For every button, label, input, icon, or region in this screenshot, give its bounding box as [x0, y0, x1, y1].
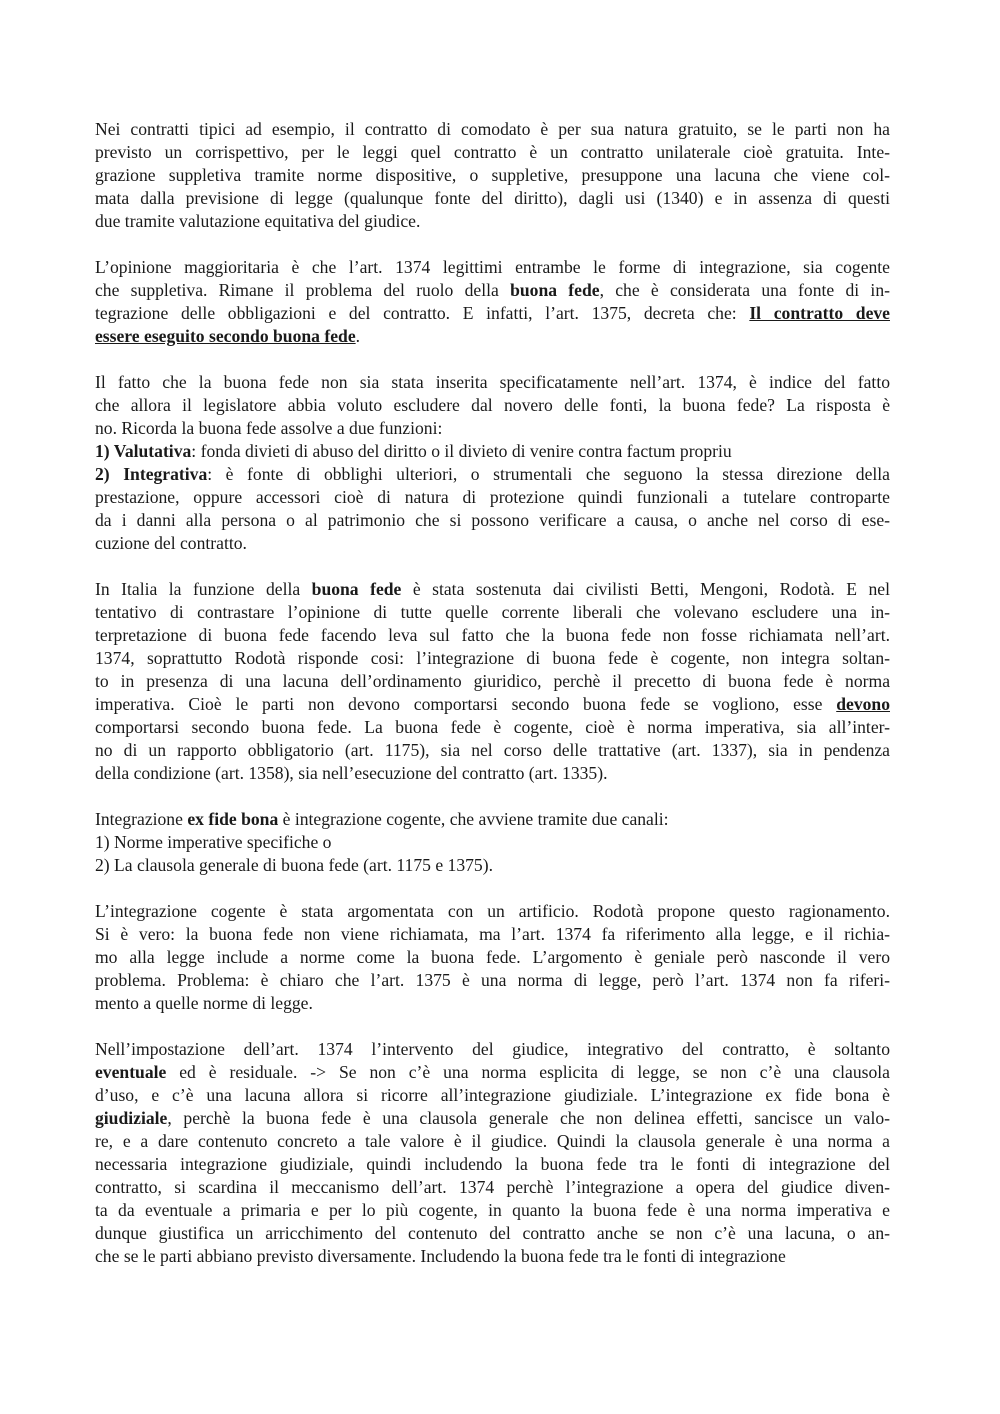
text-run: tentativo di contrastare l’opinione di tutte quelle corrente liberali che volevano escludere una in-	[95, 602, 890, 622]
text-line	[95, 325, 890, 348]
paragraph-p4	[95, 578, 890, 785]
bold-text: buona fede	[510, 280, 600, 300]
text-run: ta da eventuale a primaria e per lo più cogente, in quanto la buona fede è una norma imperativa e	[95, 1200, 890, 1220]
text-run: no. Ricorda la buona fede assolve a due funzioni:	[95, 418, 443, 438]
text-line	[95, 1038, 890, 1061]
paragraph-gap	[95, 233, 890, 256]
text-run: comportarsi secondo buona fede. La buona fede è cogente, cioè è norma imperativa, sia all’inter-	[95, 717, 890, 737]
text-line	[95, 808, 890, 831]
underlined-bold-text: devono	[836, 694, 890, 714]
text-run: : è fonte di obblighi ulteriori, o strumentali che seguono la stessa direzione della	[207, 464, 890, 484]
text-line	[95, 118, 890, 141]
text-run: 2) La clausola generale di buona fede (art. 1175 e 1375).	[95, 855, 493, 875]
text-line	[95, 601, 890, 624]
text-run: In Italia la funzione della	[95, 579, 312, 599]
text-run: che allora il legislatore abbia voluto escludere dal novero delle fonti, la buona fede? La risposta è	[95, 395, 890, 415]
text-run: Integrazione	[95, 809, 188, 829]
text-line	[95, 1084, 890, 1107]
underlined-bold-text: essere eseguito secondo buona fede	[95, 326, 356, 346]
underlined-bold-text: Il contratto deve	[749, 303, 890, 323]
text-run: è stata sostenuta dai civilisti Betti, Mengoni, Rodotà. E nel	[401, 579, 890, 599]
text-run: terpretazione di buona fede facendo leva sul fatto che la buona fede non fosse richiamata nell’art.	[95, 625, 890, 645]
paragraph-p1	[95, 118, 890, 233]
text-run: L’opinione maggioritaria è che l’art. 1374 legittimi entrambe le forme di integrazione, sia cogente	[95, 257, 890, 277]
paragraph-gap	[95, 348, 890, 371]
text-line	[95, 486, 890, 509]
text-line	[95, 831, 890, 854]
text-line	[95, 762, 890, 785]
text-line	[95, 647, 890, 670]
text-line	[95, 923, 890, 946]
text-run: grazione suppletiva tramite norme dispositive, o suppletive, presuppone una lacuna che viene col-	[95, 165, 890, 185]
text-run: to in presenza di una lacuna dell’ordinamento giuridico, perchè il precetto di buona fede è norma	[95, 671, 890, 691]
text-run: da i danni alla persona o al patrimonio che si possono verificare a causa, o anche nel corso di ese-	[95, 510, 890, 530]
text-line	[95, 1061, 890, 1084]
bold-text: buona fede	[311, 579, 402, 599]
text-line	[95, 578, 890, 601]
text-line	[95, 164, 890, 187]
bold-text: eventuale	[95, 1062, 167, 1082]
text-run: d’uso, e c’è una lacuna allora si ricorre all’integrazione giudiziale. L’integrazione ex fide bona è	[95, 1085, 890, 1105]
text-line	[95, 1153, 890, 1176]
text-line	[95, 463, 890, 486]
text-run: che se le parti abbiano previsto diversamente. Includendo la buona fede tra le fonti di integrazione	[95, 1246, 786, 1266]
text-line	[95, 1107, 890, 1130]
text-run: mento a quelle norme di legge.	[95, 993, 313, 1013]
text-run: imperativa. Cioè le parti non devono comportarsi secondo buona fede se vogliono, esse	[95, 694, 837, 714]
text-run: cuzione del contratto.	[95, 533, 247, 553]
text-line	[95, 440, 890, 463]
text-run: Nei contratti tipici ad esempio, il contratto di comodato è per sua natura gratuito, se le parti non ha	[95, 119, 890, 139]
text-line	[95, 302, 890, 325]
text-run: .	[355, 326, 361, 346]
text-run: contratto, si scardina il meccanismo dell’art. 1374 perchè l’integrazione a opera del giudice diven-	[95, 1177, 890, 1197]
paragraph-gap	[95, 555, 890, 578]
text-line	[95, 946, 890, 969]
text-line	[95, 187, 890, 210]
text-run: necessaria integrazione giudiziale, quindi includendo la buona fede tra le fonti di integrazione del	[95, 1154, 890, 1174]
text-run: Nell’impostazione dell’art. 1374 l’intervento del giudice, integrativo del contratto, è soltanto	[95, 1039, 890, 1059]
document-page	[95, 118, 890, 1268]
text-run: 1) Norme imperative specifiche o	[95, 832, 332, 852]
bold-text: 2) Integrativa	[95, 464, 208, 484]
text-run: problema. Problema: è chiaro che l’art. 1375 è una norma di legge, però l’art. 1374 non fa riferi-	[95, 970, 890, 990]
text-line	[95, 1199, 890, 1222]
text-run: della condizione (art. 1358), sia nell’esecuzione del contratto (art. 1335).	[95, 763, 608, 783]
text-line	[95, 210, 890, 233]
text-run: tegrazione delle obbligazioni e del contratto. E infatti, l’art. 1375, decreta che:	[95, 303, 750, 323]
text-line	[95, 624, 890, 647]
text-line	[95, 417, 890, 440]
paragraph-p5	[95, 808, 890, 877]
text-run: 1374, soprattutto Rodotà risponde cosi: l’integrazione di buona fede è cogente, non integra soltan-	[95, 648, 890, 668]
text-line	[95, 992, 890, 1015]
text-run: ed è residuale. -> Se non c’è una norma esplicita di legge, se non c’è una clausola	[166, 1062, 890, 1082]
text-run: dunque giustifica un arricchimento del contenuto del contratto anche se non c’è una lacuna, o an-	[95, 1223, 890, 1243]
paragraph-gap	[95, 877, 890, 900]
paragraph-p7	[95, 1038, 890, 1268]
text-line	[95, 969, 890, 992]
text-line	[95, 1130, 890, 1153]
bold-text: 1) Valutativa	[95, 441, 192, 461]
text-line	[95, 279, 890, 302]
text-line	[95, 394, 890, 417]
text-run: due tramite valutazione equitativa del giudice.	[95, 211, 421, 231]
text-line	[95, 371, 890, 394]
text-run: re, e a dare contenuto concreto a tale valore è il giudice. Quindi la clausola generale è una norma a	[95, 1131, 890, 1151]
text-run: previsto un corrispettivo, per le leggi quel contratto è un contratto unilaterale cioè gratuita. Inte-	[95, 142, 890, 162]
paragraph-p6	[95, 900, 890, 1015]
text-run: mata dalla previsione di legge (qualunque fonte del diritto), dagli usi (1340) e in assenza di questi	[95, 188, 890, 208]
bold-text: giudiziale	[95, 1108, 168, 1128]
text-line	[95, 256, 890, 279]
text-line	[95, 693, 890, 716]
text-run: Si è vero: la buona fede non viene richiamata, ma l’art. 1374 fa riferimento alla legge, e il richia-	[95, 924, 890, 944]
text-line	[95, 739, 890, 762]
text-run: Il fatto che la buona fede non sia stata inserita specificatamente nell’art. 1374, è indice del fatto	[95, 372, 890, 392]
text-line	[95, 141, 890, 164]
paragraph-p3	[95, 371, 890, 555]
text-run: che suppletiva. Rimane il problema del ruolo della	[95, 280, 511, 300]
text-run: , perchè la buona fede è una clausola generale che non delinea effetti, sancisce un valo-	[167, 1108, 890, 1128]
paragraph-gap	[95, 785, 890, 808]
paragraph-p2	[95, 256, 890, 348]
paragraph-gap	[95, 1015, 890, 1038]
text-line	[95, 1245, 890, 1268]
text-line	[95, 900, 890, 923]
text-line	[95, 670, 890, 693]
text-run: prestazione, oppure accessori cioè di natura di protezione quindi funzionali a tutelare controparte	[95, 487, 890, 507]
text-run: mo alla legge include a norme come la buona fede. L’argomento è geniale però nasconde il vero	[95, 947, 890, 967]
text-line	[95, 854, 890, 877]
text-line	[95, 1176, 890, 1199]
text-line	[95, 509, 890, 532]
text-run: è integrazione cogente, che avviene tramite due canali:	[278, 809, 669, 829]
text-run: no di un rapporto obbligatorio (art. 1175), sia nel corso delle trattative (art. 1337), sia in pendenza	[95, 740, 890, 760]
text-line	[95, 716, 890, 739]
text-line	[95, 532, 890, 555]
text-run: : fonda divieti di abuso del diritto o il divieto di venire contra factum propriu	[191, 441, 732, 461]
bold-text: ex fide bona	[187, 809, 279, 829]
text-run: L’integrazione cogente è stata argomentata con un artificio. Rodotà propone questo ragionamento.	[95, 901, 890, 921]
text-run: , che è considerata una fonte di in-	[599, 280, 890, 300]
text-line	[95, 1222, 890, 1245]
